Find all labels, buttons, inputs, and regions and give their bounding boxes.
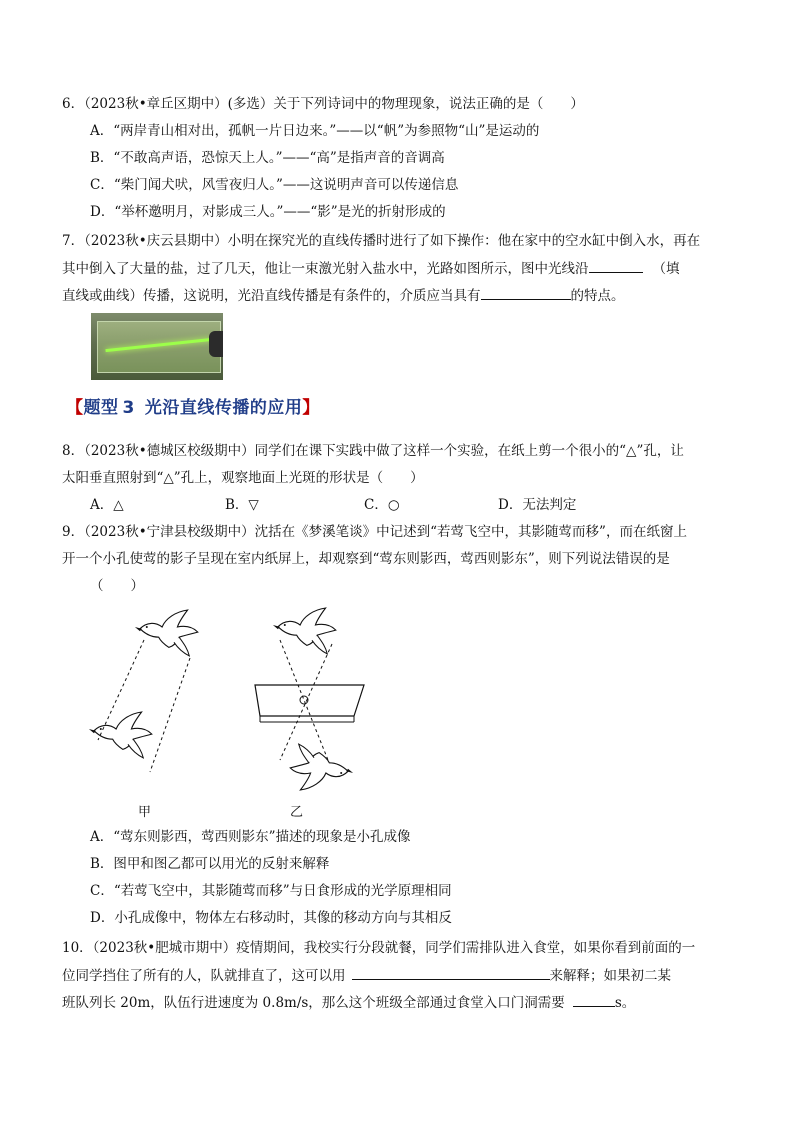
pinhole-plate [255,685,364,716]
figure-label-right: 乙 [290,805,304,820]
q6-option-c: C．“柴门闻犬吠，风雪夜归人。”——这说明声音可以传递信息 [90,177,459,193]
q8-option-c: C．○ [364,497,400,513]
section-title: 光沿直线传播的应用 [144,398,303,418]
q10-line3-text: 班队列长 20m，队伍行进速度为 0.8m/s，那么这个班级全部通过食堂入口门洞需要 [62,995,565,1011]
q10-blank-2 [573,992,615,1007]
bird-right-bottom [290,744,353,790]
q7-line1: 7．（2023秋•庆云县期中）小明在探究光的直线传播时进行了如下操作：他在家中的空水缸中倒入水，再在 [62,233,701,249]
q10-line2-tail: 来解释；如果初二某 [549,968,671,984]
q10-line3 [62,992,635,1013]
q9-option-d: D．小孔成像中，物体左右移动时，其像的移动方向与其相反 [90,910,452,926]
q9-line1: 9．（2023秋•宁津县校级期中）沈括在《梦溪笔谈》中记述到“若莺飞空中，其影随莺而移”，而在纸窗上 [62,524,687,540]
q9-option-a: A．“莺东则影西，莺西则影东”描述的现象是小孔成像 [90,829,411,845]
pinhole-figure [80,600,380,800]
section-label: 题型 [83,398,119,418]
laser-saltwater-photo [91,313,223,380]
section-bracket-close: 】 [302,398,320,418]
laser-pointer [209,331,223,357]
q8-option-b: B．▽ [225,497,259,513]
q7-line3-text: 直线或曲线）传播，这说明，光沿直线传播是有条件的，介质应当具有 [62,288,481,304]
q8-option-d: D．无法判定 [498,497,577,513]
q10-line3-tail: s。 [614,995,636,1011]
q6-option-a: A．“两岸青山相对出，孤帆一片日边来。”——以“帆”为参照物“山”是运动的 [90,123,540,139]
q10-blank-1 [352,965,550,980]
q8-line2: 太阳垂直照射到“△”孔上，观察地面上光斑的形状是（ ） [62,470,424,486]
q7-line2-text: 其中倒入了大量的盐，过了几天，他让一束激光射入盐水中，光路如图所示，图中光线沿 [62,261,589,277]
q8-option-a: A．△ [90,497,124,513]
q9-line2: 开一个小孔使莺的影子呈现在室内纸屏上，却观察到“莺东则影西，莺西则影东”，则下列说法错误的是 [62,551,670,567]
bird-left-bottom [89,712,152,758]
q10-line2-text: 位同学挡住了所有的人，队就排直了，这可以用 [62,968,346,984]
figure-label-left: 甲 [138,805,152,820]
q7-blank-2 [481,285,571,300]
q10-line1: 10．（2023秋•肥城市期中）疫情期间，我校实行分段就餐，同学们需排队进入食堂，如果你看到前面的一 [62,940,696,956]
section-header [66,393,320,418]
q7-line3 [62,285,625,306]
q7-line2-tail: （填 [652,261,680,277]
q9-option-b: B．图甲和图乙都可以用光的反射来解释 [90,856,330,872]
q9-option-c: C．“若莺飞空中，其影随莺而移”与日食形成的光学原理相同 [90,883,452,899]
q7-line3-tail: 的特点。 [570,288,625,304]
q7-line2 [62,258,680,279]
section-bracket-open: 【 [66,398,84,418]
q6-option-d: D．“举杯邀明月，对影成三人。”——“影”是光的折射形成的 [90,204,446,220]
q9-line3: （ ） [90,578,144,594]
q6-stem: 6．（2023秋•章丘区期中）(多选）关于下列诗词中的物理现象，说法正确的是（ ） [62,96,584,112]
q7-blank-1 [589,258,643,273]
q10-line2 [62,965,671,986]
q6-option-b: B．“不敢高声语，恐惊天上人。”——“高”是指声音的音调高 [90,150,445,166]
section-number: 3 [122,398,135,418]
q8-line1: 8．（2023秋•德城区校级期中）同学们在课下实践中做了这样一个实验，在纸上剪一个很小的“△”孔，让 [62,443,684,459]
bird-left-top [135,610,198,656]
